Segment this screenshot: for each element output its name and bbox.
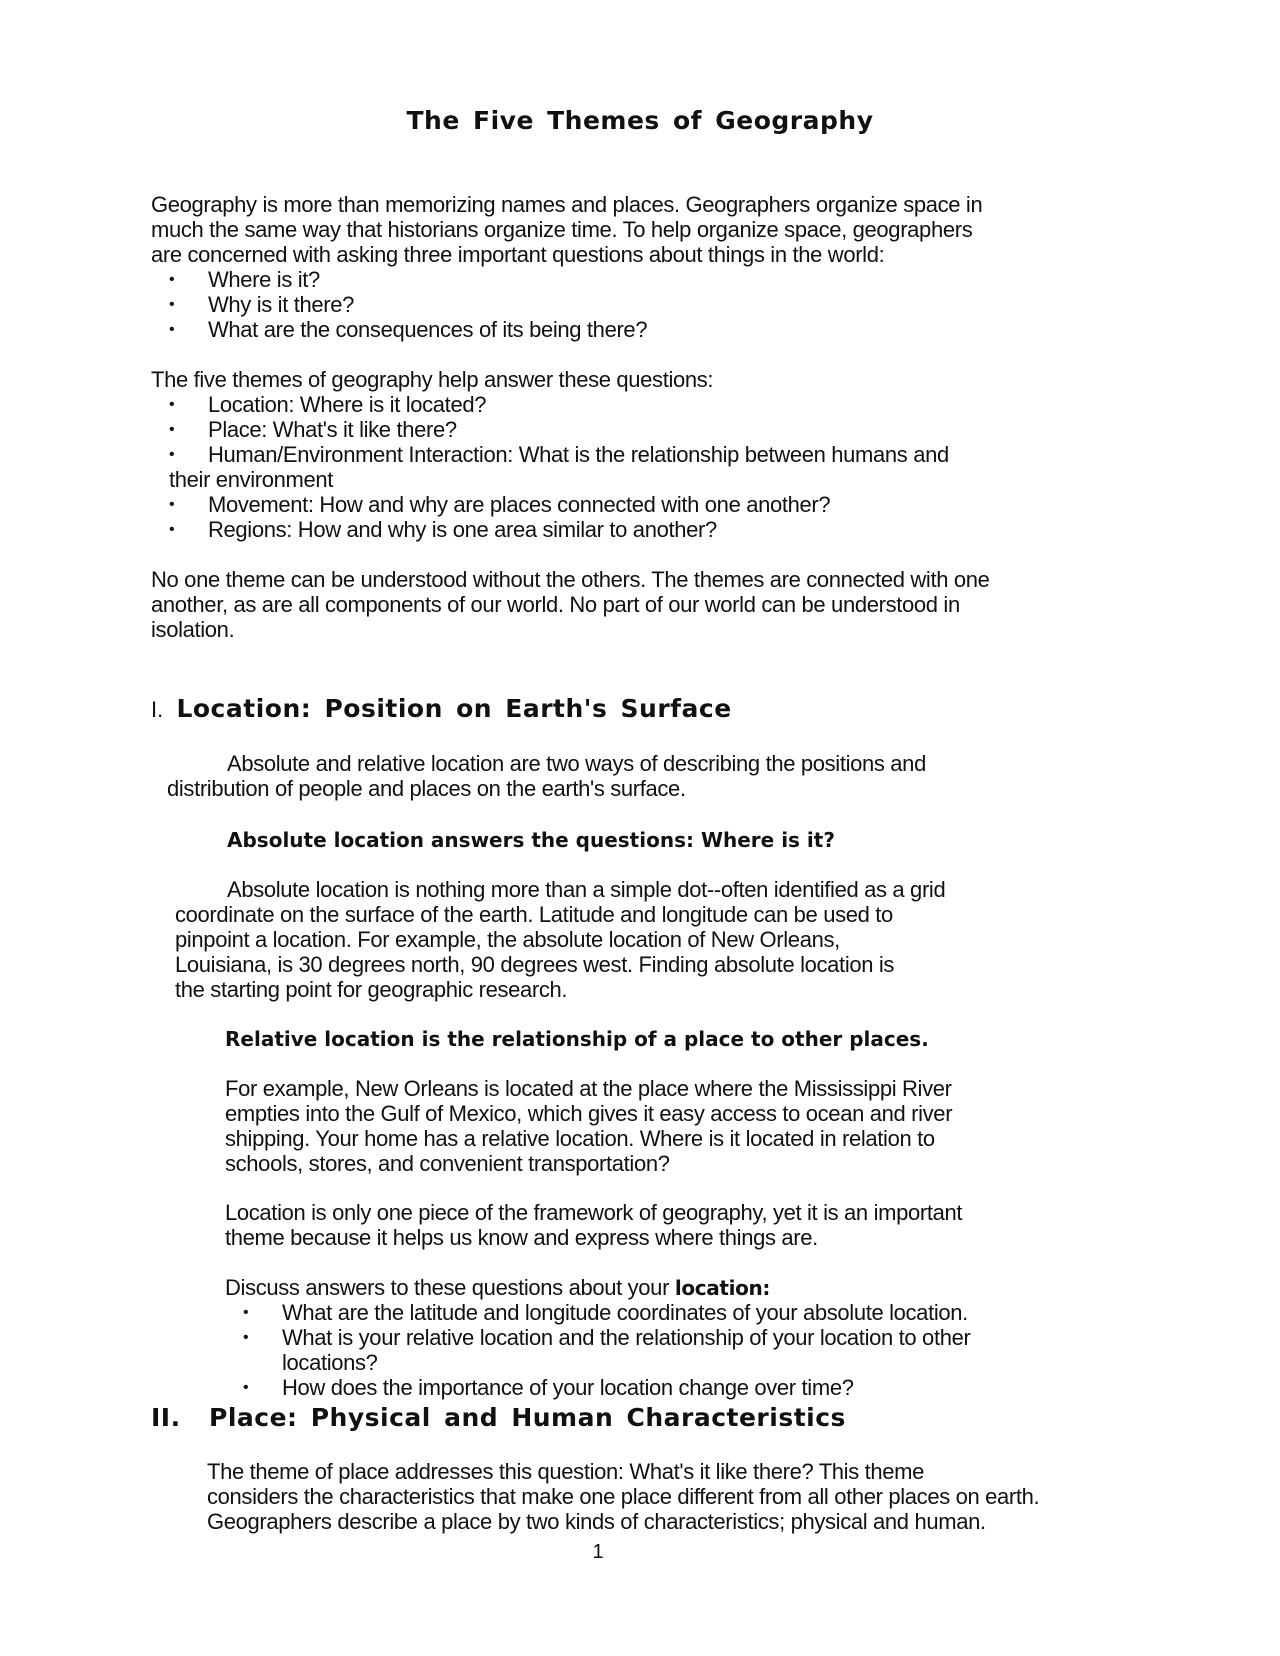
discuss-question-list: [225, 1300, 1125, 1400]
section-1-heading: [151, 694, 732, 723]
paragraph-line: Louisiana, is 30 degrees north, 90 degrees west. Finding absolute location is: [175, 952, 895, 977]
list-item-text: Movement: How and why are places connected with one another?: [208, 492, 831, 517]
bullet-icon: •: [169, 496, 175, 513]
relative-location-paragraph: [225, 1076, 952, 1176]
list-item-text: What are the latitude and longitude coordinates of your absolute location.: [282, 1300, 968, 1325]
bullet-icon: •: [169, 271, 175, 288]
bullet-icon: •: [169, 521, 175, 538]
list-item-text: Location: Where is it located?: [208, 392, 487, 417]
themes-lead: The five themes of geography help answer these questions:: [151, 367, 714, 392]
intro-paragraph: [151, 192, 982, 267]
page-number: 1: [592, 1541, 604, 1563]
discuss-lead-text: Discuss answers to these questions about your: [225, 1275, 675, 1300]
discuss-lead: [225, 1275, 770, 1301]
list-item: [225, 1300, 1125, 1325]
list-item: [151, 292, 1051, 317]
absolute-location-paragraph: [175, 877, 945, 1002]
place-paragraph: [207, 1459, 1039, 1534]
paragraph-line: Geographers describe a place by two kinds of characteristics; physical and human.: [207, 1509, 986, 1534]
bullet-icon: •: [169, 321, 175, 338]
list-item-text: locations?: [282, 1350, 378, 1375]
list-item-text: Place: What's it like there?: [208, 417, 457, 442]
list-item: [151, 442, 1151, 467]
paragraph-line: isolation.: [151, 617, 235, 642]
list-item-continuation: [225, 1350, 1125, 1375]
list-item-text: Where is it?: [208, 267, 320, 292]
list-item: [151, 517, 1151, 542]
paragraph-line: distribution of people and places on the earth's surface.: [167, 776, 686, 801]
list-item: [151, 417, 1151, 442]
paragraph-line: shipping. Your home has a relative location. Where is it located in relation to: [225, 1126, 935, 1151]
section-title: Location: Position on Earth's Surface: [176, 694, 732, 723]
bullet-icon: •: [243, 1304, 249, 1321]
intro-line: are concerned with asking three important questions about things in the world:: [151, 242, 885, 267]
paragraph-line: coordinate on the surface of the earth. Latitude and longitude can be used to: [175, 902, 893, 927]
list-item-text: Regions: How and why is one area similar to another?: [208, 517, 717, 542]
bullet-icon: •: [169, 296, 175, 313]
bullet-icon: •: [169, 396, 175, 413]
paragraph-line: For example, New Orleans is located at the place where the Mississippi River: [225, 1076, 952, 1101]
paragraph-line: the starting point for geographic research.: [175, 977, 568, 1002]
list-item-text: their environment: [169, 467, 334, 492]
list-item-text: What are the consequences of its being there?: [208, 317, 648, 342]
list-item: [151, 317, 1051, 342]
list-item-continuation: [151, 467, 1151, 492]
discuss-lead-bold: location:: [674, 1276, 771, 1300]
framework-paragraph: [225, 1200, 962, 1250]
section-number: I.: [151, 697, 164, 722]
list-item-text: What is your relative location and the relationship of your location to other: [282, 1325, 971, 1350]
bullet-icon: •: [169, 446, 175, 463]
location-intro-paragraph: [167, 751, 926, 801]
list-item: [151, 267, 1051, 292]
connected-paragraph: [151, 567, 990, 642]
bullet-icon: •: [243, 1379, 249, 1396]
section-title: Place: Physical and Human Characteristics: [209, 1403, 846, 1432]
list-item: [225, 1375, 1125, 1400]
intro-line: much the same way that historians organize time. To help organize space, geographers: [151, 217, 973, 242]
list-item-text: Human/Environment Interaction: What is the relationship between humans and: [208, 442, 949, 467]
paragraph-line: Absolute location is nothing more than a simple dot--often identified as a grid: [227, 877, 946, 902]
paragraph-line: Absolute and relative location are two ways of describing the positions and: [227, 751, 926, 776]
paragraph-line: The theme of place addresses this question: What's it like there? This theme: [207, 1459, 925, 1484]
list-item-text: How does the importance of your location change over time?: [282, 1375, 854, 1400]
section-2-heading: [151, 1403, 846, 1432]
relative-location-subheading: Relative location is the relationship of a place to other places.: [225, 1027, 929, 1051]
paragraph-line: pinpoint a location. For example, the absolute location of New Orleans,: [175, 927, 840, 952]
bullet-icon: •: [243, 1329, 249, 1346]
intro-line: Geography is more than memorizing names and places. Geographers organize space in: [151, 192, 983, 217]
absolute-location-subheading: Absolute location answers the questions: Where is it?: [227, 828, 835, 852]
page-title: The Five Themes of Geography: [406, 106, 874, 135]
paragraph-line: empties into the Gulf of Mexico, which gives it easy access to ocean and river: [225, 1101, 953, 1126]
intro-question-list: [151, 267, 1051, 342]
list-item: [225, 1325, 1125, 1350]
bullet-icon: •: [169, 421, 175, 438]
paragraph-line: No one theme can be understood without the others. The themes are connected with one: [151, 567, 990, 592]
paragraph-line: another, as are all components of our world. No part of our world can be understood in: [151, 592, 960, 617]
paragraph-line: Location is only one piece of the framework of geography, yet it is an important: [225, 1200, 963, 1225]
paragraph-line: considers the characteristics that make one place different from all other places on earth.: [207, 1484, 1040, 1509]
list-item-text: Why is it there?: [208, 292, 355, 317]
list-item: [151, 392, 1151, 417]
paragraph-line: schools, stores, and convenient transportation?: [225, 1151, 670, 1176]
list-item: [151, 492, 1151, 517]
paragraph-line: theme because it helps us know and express where things are.: [225, 1225, 818, 1250]
section-number: II.: [151, 1403, 181, 1432]
themes-list: [151, 392, 1151, 542]
